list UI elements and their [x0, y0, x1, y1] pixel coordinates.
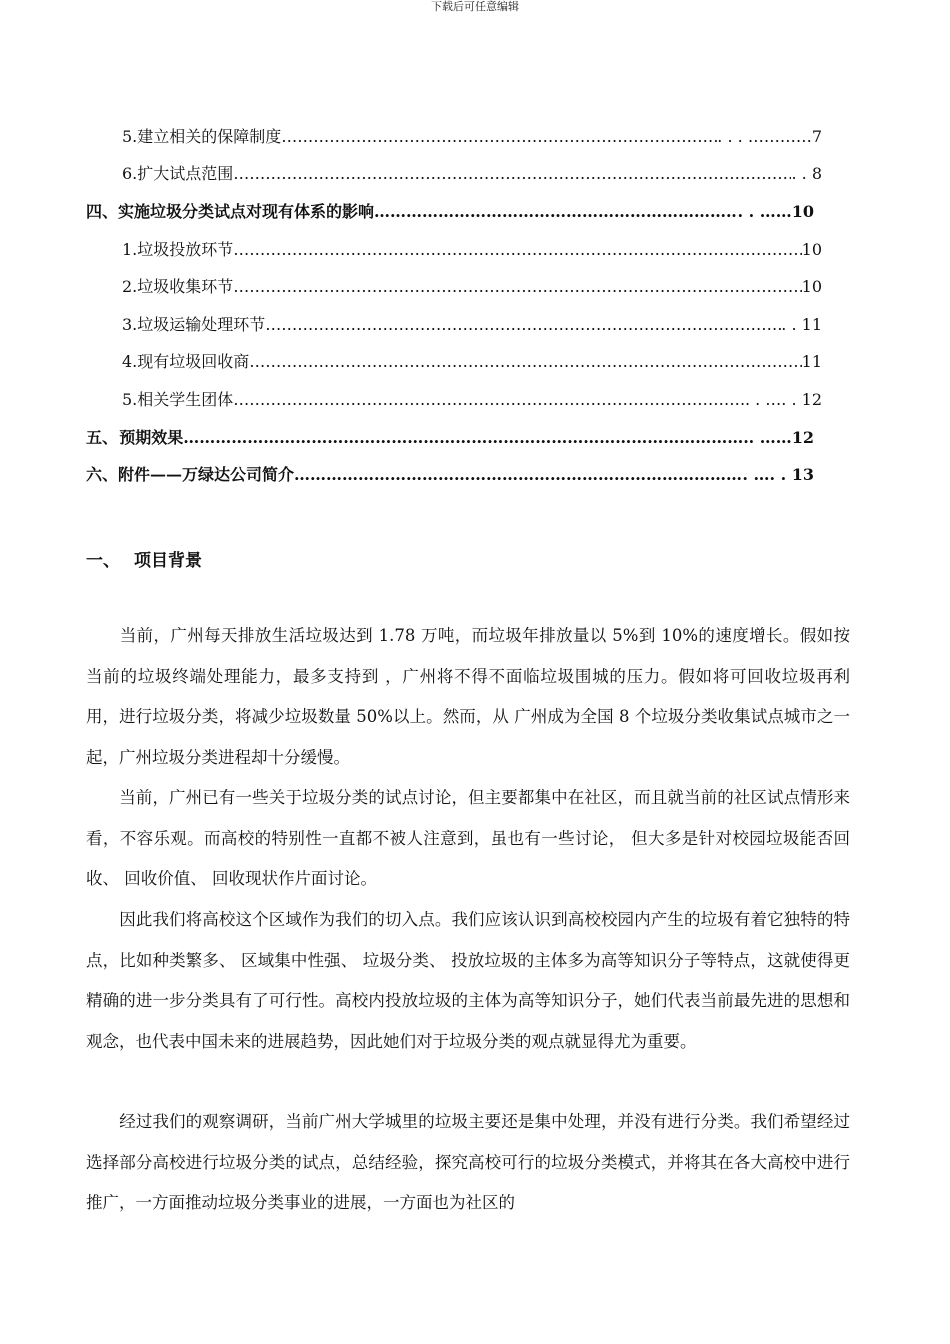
toc-entry-page: . ……12 — [748, 428, 814, 447]
toc-entry-chapter[interactable] — [86, 426, 814, 450]
section-number: 一、 — [86, 551, 120, 571]
toc-entry-page: 10 — [801, 240, 822, 259]
toc-leader — [249, 350, 801, 374]
toc-entry-page: . . ……10 — [737, 202, 814, 221]
section-heading — [86, 548, 202, 574]
toc-entry-title: 预期效果 — [119, 428, 184, 447]
toc-entry-title: 2.垃圾收集环节 — [122, 277, 234, 296]
toc-entry[interactable] — [122, 313, 822, 337]
toc-entry-title: 实施垃圾分类试点对现有体系的影响 — [118, 202, 375, 221]
toc-entry[interactable] — [122, 162, 822, 186]
toc-entry-chapter[interactable] — [86, 200, 814, 224]
toc-entry-page: . . 11 — [781, 315, 822, 334]
toc-entry-page: 10 — [801, 277, 822, 296]
toc-entry-title: 4.现有垃圾回收商 — [122, 352, 250, 371]
toc-chapter-number: 六、 — [86, 465, 119, 484]
toc-entry-chapter[interactable] — [86, 463, 814, 487]
toc-entry-title: 附件——万绿达公司简介 — [118, 465, 295, 484]
toc-leader — [183, 426, 748, 450]
toc-entry-page: . . . …………7 — [717, 127, 822, 146]
toc-entry[interactable] — [122, 275, 822, 299]
toc-leader — [233, 238, 801, 262]
toc-chapter-number: 四、 — [86, 202, 119, 221]
toc-entry-page: 11 — [801, 352, 822, 371]
toc-entry[interactable] — [122, 125, 822, 149]
body-paragraph: 当前，广州已有一些关于垃圾分类的试点讨论，但主要都集中在社区，而且就当前的社区试点情形来看，不容乐观。而高校的特别性一直都不被人注意到，虽也有一些讨论， 但大多是针对校园垃圾能否回收、 回收价值、 回收现状作片面讨论。 — [86, 788, 850, 888]
toc-entry-title: 6.扩大试点范围 — [122, 164, 234, 183]
toc-leader — [233, 162, 791, 186]
toc-leader — [294, 463, 742, 487]
toc-leader — [265, 313, 781, 337]
page-header: 下载后可任意编辑 — [431, 0, 519, 13]
toc-entry-page: . …. . 13 — [742, 465, 814, 484]
toc-entry-title: 5.相关学生团体 — [122, 390, 234, 409]
toc-leader — [233, 275, 801, 299]
section-title: 项目背景 — [134, 551, 202, 571]
toc-chapter-number: 五、 — [86, 428, 119, 447]
toc-entry[interactable] — [122, 350, 822, 374]
toc-leader — [281, 125, 717, 149]
toc-entry-page: . . 8 — [791, 164, 822, 183]
body-paragraph: 当前，广州每天排放生活垃圾达到 1.78 万吨，而垃圾年排放量以 5%到 10%的速度增长。假如按当前的垃圾终端处理能力，最多支持到 ，广州将不得不面临垃圾围城的压力。假如将可回收垃圾再利用，进行垃圾分类，将减少垃圾数量 50%以上。然而，从 广州成为全国 8 个垃圾分类收集试点城市之一起，广州垃圾分类进程却十分缓慢。 — [86, 626, 850, 767]
toc-entry[interactable] — [122, 238, 822, 262]
toc-entry[interactable] — [122, 388, 822, 412]
toc-leader — [233, 388, 745, 412]
body-paragraph: 因此我们将高校这个区域作为我们的切入点。我们应该认识到高校校园内产生的垃圾有着它独特的特点，比如种类繁多、 区域集中性强、 垃圾分类、 投放垃圾的主体多为高等知识分子等特点，这就使得更精确的进一步分类具有了可行性。高校内投放垃圾的主体为高等知识分子，她们代表当前最先进的思想和观念，也代表中国未来的进展趋势，因此她们对于垃圾分类的观点就显得尤为重要。 — [86, 910, 850, 1051]
toc-entry-title: 3.垃圾运输处理环节 — [122, 315, 266, 334]
toc-entry-page: . . …. . 12 — [744, 390, 822, 409]
toc-entry-title: 1.垃圾投放环节 — [122, 240, 234, 259]
body-paragraph: 经过我们的观察调研，当前广州大学城里的垃圾主要还是集中处理，并没有进行分类。我们希望经过选择部分高校进行垃圾分类的试点，总结经验，探究高校可行的垃圾分类模式，并将其在各大高校中进行推广，一方面推动垃圾分类事业的进展，一方面也为社区的 — [86, 1112, 850, 1212]
toc-leader — [374, 200, 737, 224]
toc-entry-title: 5.建立相关的保障制度 — [122, 127, 282, 146]
